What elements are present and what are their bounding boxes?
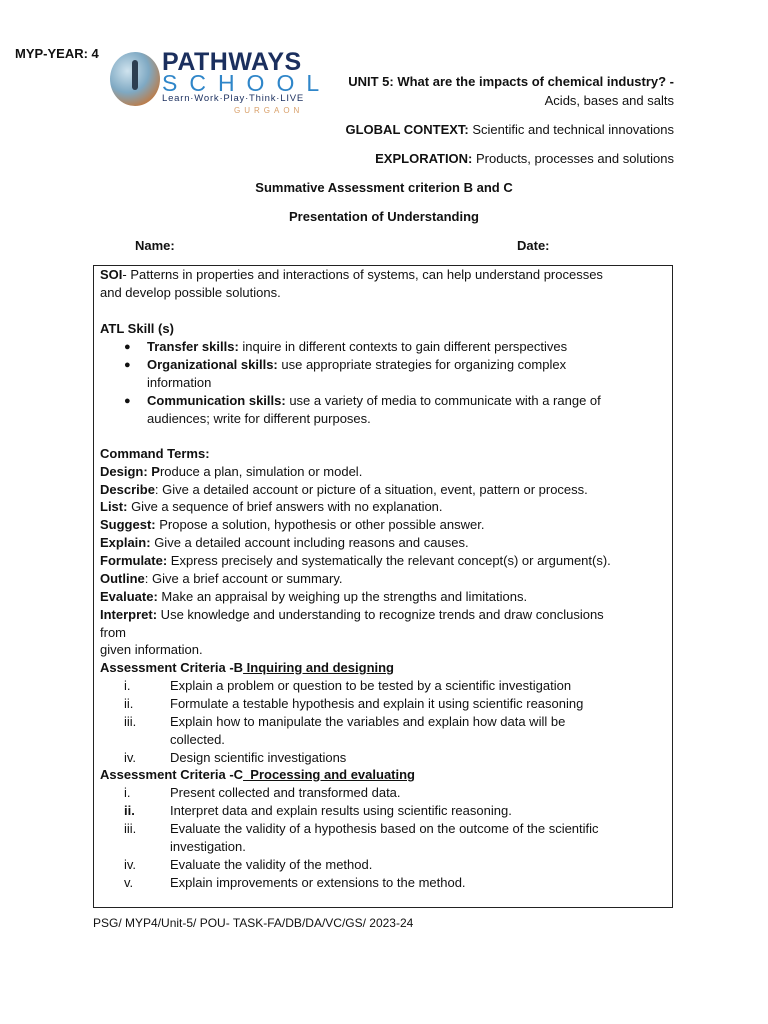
assessment-title: Summative Assessment criterion B and C (255, 180, 513, 195)
criteria-c-item-cont: investigation. (170, 839, 246, 854)
criteria-c-item: Explain improvements or extensions to the method. (170, 875, 466, 890)
criteria-b-item: Explain a problem or question to be tested by a scientific investigation (170, 678, 572, 693)
command-term: Explain: Give a detailed account including reasons and causes. (100, 535, 469, 550)
criteria-c-num: ii. (124, 803, 135, 818)
name-label: Name: (135, 238, 175, 253)
criteria-c-item: Evaluate the validity of the method. (170, 857, 373, 872)
command-term: Suggest: Propose a solution, hypothesis or other possible answer. (100, 517, 485, 532)
atl-item: Communication skills: use a variety of media to communicate with a range of (147, 393, 601, 408)
criteria-c-item: Present collected and transformed data. (170, 785, 401, 800)
unit-subtitle: Acids, bases and salts (544, 93, 674, 108)
criteria-b-item: Formulate a testable hypothesis and explain it using scientific reasoning (170, 696, 584, 711)
date-label: Date: (517, 238, 550, 253)
command-term-cont: given information. (100, 642, 203, 657)
criteria-b-item: Design scientific investigations (170, 750, 347, 765)
criteria-b-num: iii. (124, 714, 137, 729)
bullet-icon: ● (124, 395, 131, 407)
atl-item-cont: information (147, 375, 212, 390)
year-label: MYP-YEAR: 4 (15, 46, 99, 61)
logo-city: GURGAON (234, 106, 304, 115)
global-context: GLOBAL CONTEXT: Scientific and technical innovations (345, 122, 674, 137)
atl-item: Transfer skills: inquire in different contexts to gain different perspectives (147, 339, 568, 354)
command-term: Interpret: Use knowledge and understanding to recognize trends and draw conclusions (100, 607, 604, 622)
command-term: Describe: Give a detailed account or picture of a situation, event, pattern or process. (100, 482, 588, 497)
atl-title: ATL Skill (s) (100, 321, 174, 336)
command-term: Evaluate: Make an appraisal by weighing up the strengths and limitations. (100, 589, 528, 604)
criteria-c-num: v. (124, 875, 134, 890)
command-term: Design: Produce a plan, simulation or model. (100, 464, 363, 479)
criteria-b-item: Explain how to manipulate the variables and explain how data will be (170, 714, 566, 729)
command-terms-title: Command Terms: (100, 446, 210, 461)
criteria-b-num: i. (124, 678, 131, 693)
command-term-cont: from (100, 625, 126, 640)
criteria-c-num: i. (124, 785, 131, 800)
criteria-c-heading: Assessment Criteria -C Processing and evaluating (100, 767, 416, 782)
criteria-c-num: iii. (124, 821, 137, 836)
logo-name: PATHWAYS (162, 48, 302, 76)
command-term: List: Give a sequence of brief answers with no explanation. (100, 499, 443, 514)
command-term: Outline: Give a brief account or summary. (100, 571, 343, 586)
criteria-c-item: Interpret data and explain results using scientific reasoning. (170, 803, 512, 818)
exploration: EXPLORATION: Products, processes and solutions (375, 151, 674, 166)
presentation-title: Presentation of Understanding (289, 209, 479, 224)
logo-figure-icon (132, 60, 138, 90)
school-logo (108, 48, 332, 118)
footer-code: PSG/ MYP4/Unit-5/ POU- TASK-FA/DB/DA/VC/GS/ 2023-24 (93, 916, 414, 930)
soi-line: SOI- Patterns in properties and interactions of systems, can help understand processes (100, 267, 603, 282)
unit-title: UNIT 5: What are the impacts of chemical industry? - (348, 74, 674, 89)
criteria-b-num: ii. (124, 696, 134, 711)
atl-item: Organizational skills: use appropriate strategies for organizing complex (147, 357, 567, 372)
logo-school: SCHOOL (162, 70, 332, 96)
criteria-b-heading: Assessment Criteria -B Inquiring and designing (100, 660, 394, 675)
atl-item-cont: audiences; write for different purposes. (147, 411, 371, 426)
bullet-icon: ● (124, 359, 131, 371)
soi-line-cont: and develop possible solutions. (100, 285, 281, 300)
logo-tagline: Learn·Work·Play·Think·LIVE (162, 93, 305, 104)
criteria-b-num: iv. (124, 750, 137, 765)
criteria-c-num: iv. (124, 857, 137, 872)
criteria-c-item: Evaluate the validity of a hypothesis based on the outcome of the scientific (170, 821, 599, 836)
criteria-b-item-cont: collected. (170, 732, 225, 747)
bullet-icon: ● (124, 341, 131, 353)
command-term: Formulate: Express precisely and systematically the relevant concept(s) or argument(s). (100, 553, 611, 568)
